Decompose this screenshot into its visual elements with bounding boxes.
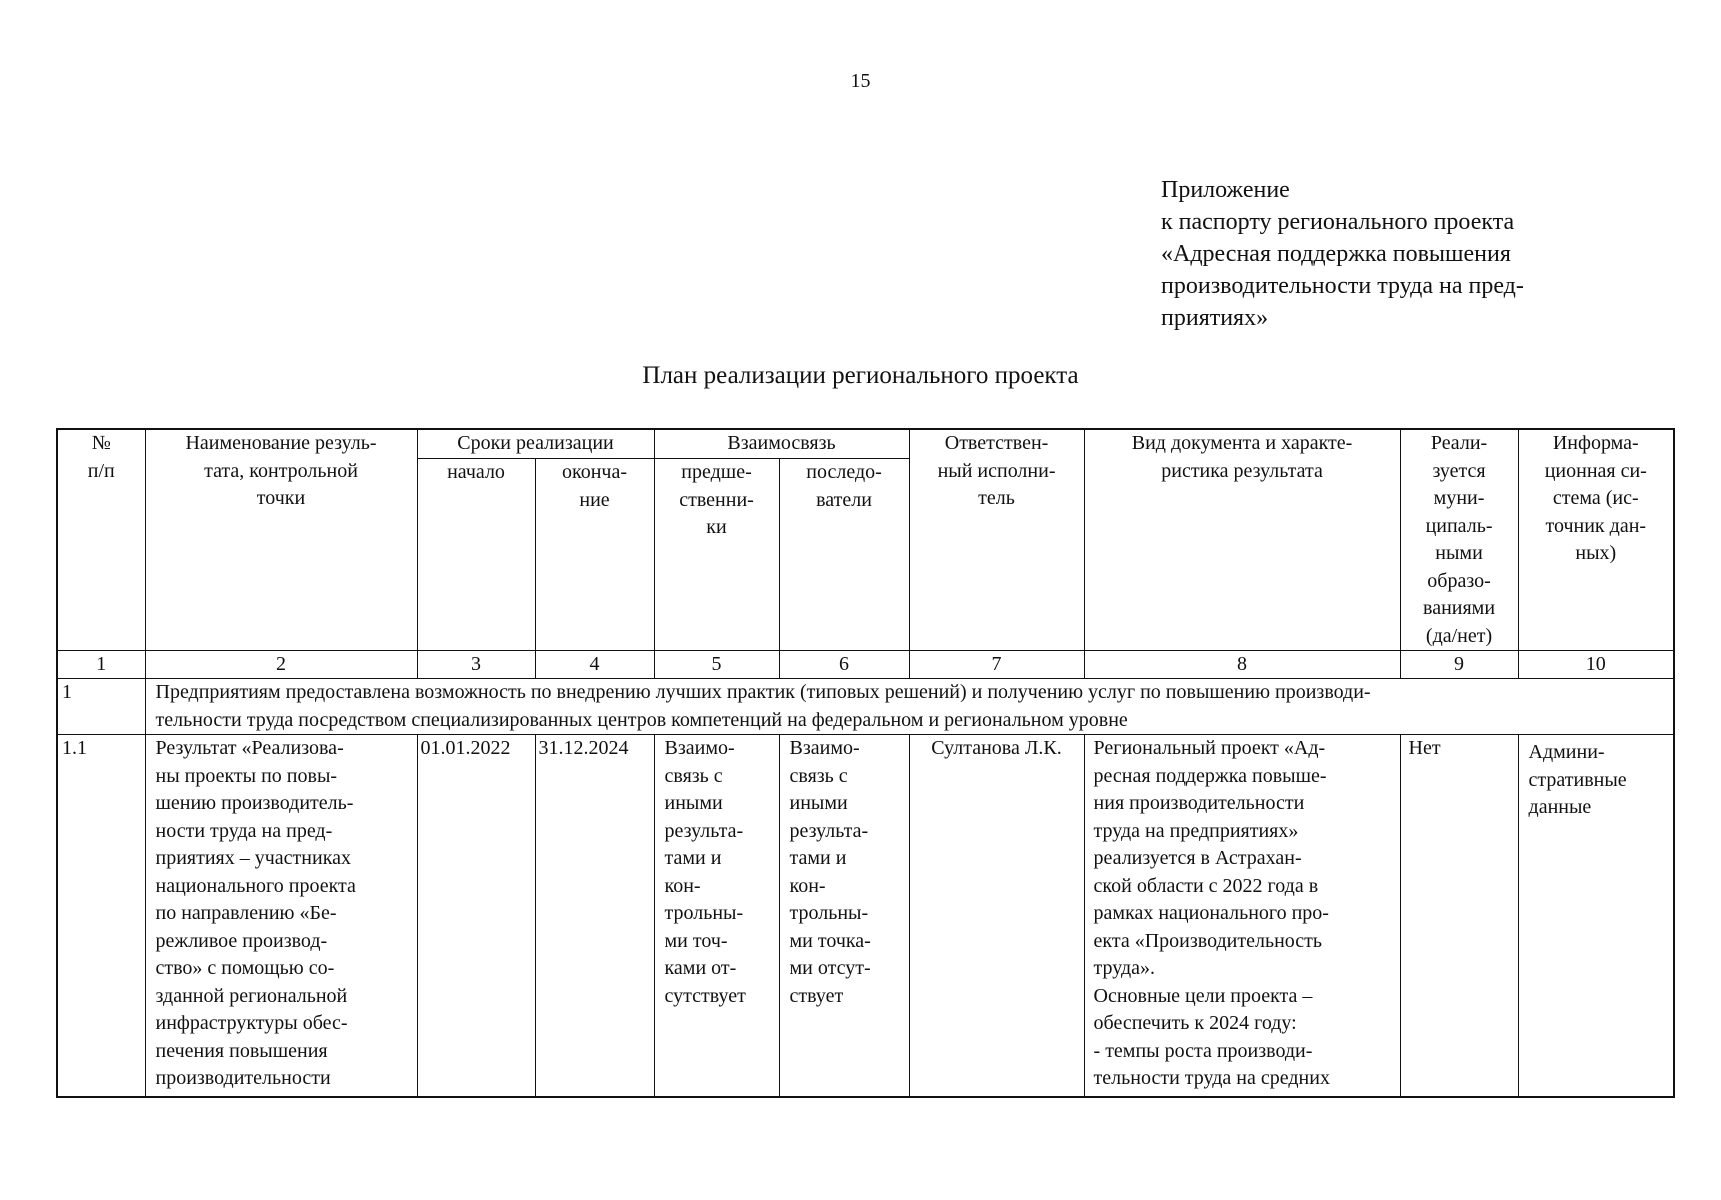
header-responsible: Ответствен- ный исполни- тель <box>909 429 1084 651</box>
section-row <box>57 679 1674 735</box>
row-responsible: Султанова Л.К. <box>909 735 1084 1098</box>
row-start: 01.01.2022 <box>417 735 535 1098</box>
table-row <box>57 735 1674 1098</box>
row-successors: Взаимо- связь с иными результа- тами и кон- трольны- ми точка- ми отсут- ствует <box>779 735 909 1098</box>
row-num: 1.1 <box>57 735 145 1098</box>
section-text: Предприятиям предоставлена возможность по внедрению лучших практик (типовых решений) и получению услуг по повышению производи- тельности труда посредством специализированных центров компетенций на федеральном и региональном уровне <box>145 679 1674 735</box>
header-end: оконча- ние <box>535 459 654 651</box>
page-number: 15 <box>850 70 871 92</box>
header-info-system: Информа- ционная си- стема (ис- точник дан- ных) <box>1518 429 1674 651</box>
header-deadlines: Сроки реализации <box>417 429 654 459</box>
row-info-system: Админи- стративные данные <box>1518 735 1674 1098</box>
row-municipal: Нет <box>1400 735 1518 1098</box>
appendix-line: к паспорту регионального проекта <box>1161 209 1515 235</box>
column-number: 6 <box>779 651 909 679</box>
plan-table <box>56 428 1675 1098</box>
plan-title: План реализации регионального проекта <box>642 362 1079 389</box>
header-successors: последо- ватели <box>779 459 909 651</box>
appendix-line: приятиях» <box>1161 305 1269 331</box>
row-name: Результат «Реализова- ны проекты по повы- шению производитель- ности труда на пред- приятиях – участниках национального проекта по направлению «Бе- режливое производ- ство» с помощью со- зданной региональной инфраструктуры обес- печения повышения производительности <box>145 735 417 1098</box>
column-number: 5 <box>654 651 779 679</box>
row-predecessors: Взаимо- связь с иными результа- тами и кон- трольны- ми точ- ками от- сутствует <box>654 735 779 1098</box>
column-number: 4 <box>535 651 654 679</box>
appendix-caption <box>1161 174 1601 334</box>
header-name: Наименование резуль- тата, контрольной точки <box>145 429 417 651</box>
header-municipal: Реали- зуется муни- ципаль- ными образо- ваниями (да/нет) <box>1400 429 1518 651</box>
header-doc-type: Вид документа и характе- ристика результата <box>1084 429 1400 651</box>
column-number: 8 <box>1084 651 1400 679</box>
column-number: 7 <box>909 651 1084 679</box>
header-relation: Взаимосвязь <box>654 429 909 459</box>
column-number: 10 <box>1518 651 1674 679</box>
appendix-line: «Адресная поддержка повышения <box>1161 241 1511 267</box>
column-numbers-row <box>57 651 1674 679</box>
row-doc-type: Региональный проект «Ад- ресная поддержка повыше- ния производительности труда на предприятиях» реализуется в Астрахан- ской области с 2022 года в рамках национального про- екта «Производительность труда». Основные цели проекта – обеспечить к 2024 году: - темпы роста производи- тельности труда на средних <box>1084 735 1400 1098</box>
header-num: № п/п <box>57 429 145 651</box>
section-num: 1 <box>57 679 145 735</box>
appendix-line: Приложение <box>1161 177 1290 203</box>
appendix-line: производительности труда на пред- <box>1161 273 1524 299</box>
column-number: 2 <box>145 651 417 679</box>
row-end: 31.12.2024 <box>535 735 654 1098</box>
column-number: 1 <box>57 651 145 679</box>
header-start: начало <box>417 459 535 651</box>
header-predecessors: предше- ственни- ки <box>654 459 779 651</box>
column-number: 9 <box>1400 651 1518 679</box>
column-number: 3 <box>417 651 535 679</box>
